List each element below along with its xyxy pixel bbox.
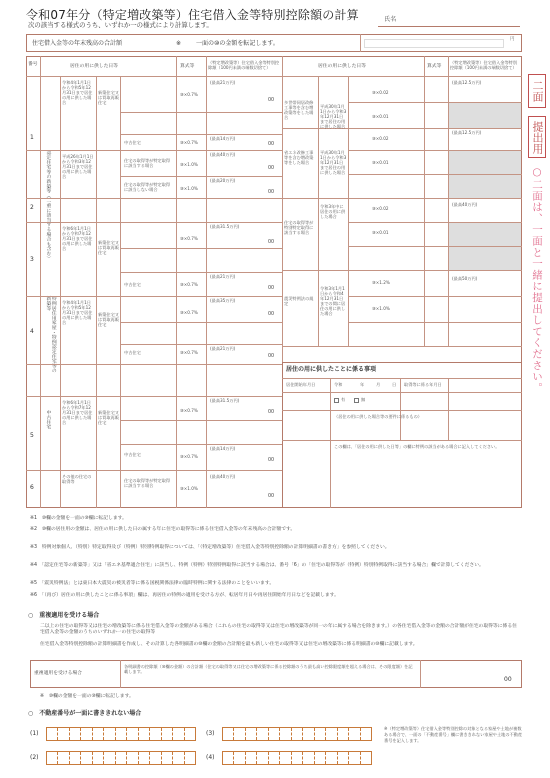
gray-cell (449, 103, 521, 128)
residence-year: 年 (360, 382, 365, 387)
row-5a-kind: 新築住宅又は買取再販住宅 (98, 410, 119, 425)
row-5-num: 5 (30, 432, 34, 439)
row-2a-kind: 住宅の取得等が特定取得に該当する場合 (124, 158, 171, 168)
right-section-2-sub: 平成30年1月1日から令和3年12月31日まで居住の用に供した場合 (320, 150, 347, 175)
right-section-4-label: 震災特例法の規定 (284, 296, 314, 306)
right-section-1-label: 多世帯同居改修工事等を含む増改築等をした場合 (284, 100, 314, 120)
residence-era: 令和 (334, 382, 343, 387)
row-3a-zero: 00 (268, 240, 275, 245)
row-3a-kind: 新築住宅又は買取再販住宅 (98, 240, 119, 255)
right-section-4-formula-1: ⑩×1.2% (372, 280, 390, 285)
row-4a-limit: (最高35万円) (210, 298, 236, 303)
balance-note: 一面の⑩の金額を転記します。 (196, 40, 279, 47)
row-1-num: 1 (30, 134, 34, 141)
row-5b-limit: (最高14万円) (210, 446, 236, 451)
row-2a-formula: ⑩×1.0% (180, 162, 198, 167)
right-section-4-formula-2: ⑩×1.0% (372, 306, 390, 311)
row-1a-limit: (最高21万円) (210, 80, 236, 85)
section-a-title: ○ 重複適用を受ける場合 (28, 612, 100, 619)
residence-checkbox[interactable] (334, 398, 339, 403)
balance-mark: ※ (176, 40, 182, 47)
duplicate-row-label: 重複適用を受ける場合 (34, 671, 82, 676)
row-5-desc: 令和6年1月1日から令和7年12月31日まで居住の用に供した場合 (62, 400, 93, 425)
realestate-label-4: (4) (206, 754, 215, 761)
realestate-number-2[interactable] (46, 751, 196, 765)
row-5a-limit: (最高31.5万円) (210, 398, 240, 403)
section-b-note: ※（特定増改築等）住宅借入金等特別控除の対象となる家屋や土地が複数ある場合で、一面の「不動産番号」欄に書ききれない家屋や土地の不動産番号を記入します。 (384, 726, 523, 743)
duplicate-row-value: 00 (504, 676, 512, 683)
row-1b-zero: 00 (268, 142, 275, 147)
realestate-number-1[interactable] (46, 727, 196, 741)
row-4b-formula: ⑩×0.7% (180, 350, 198, 355)
realestate-label-2: (2) (30, 754, 39, 761)
row-3b-zero: 00 (268, 286, 275, 291)
gray-cell (449, 247, 521, 270)
footnote-2: ※2 ⑩欄の居住用の金額は、居住の用に供した日の属する年に住宅の取得等に係る住宅借入金等の年末残高の合計額です。 (30, 527, 296, 532)
footnote-3: ※3 特例対象個人、（特別）特定取得及び（特例）特別特例取得については、「（特定増改築等）住宅借入金等特別控除額の計算明細書の書き方」を参照してください。 (30, 545, 390, 550)
gray-cell (449, 223, 521, 246)
row-4-num: 4 (30, 328, 34, 335)
balance-label: 住宅借入金等の年末残高の合計額 (32, 40, 123, 47)
row-2a-zero: 00 (268, 166, 275, 171)
row-2-desc: 平成26年1月1日から令和3年12月31日まで居住の用に供した場合 (62, 154, 94, 179)
row-4-desc: 令和4年1月1日から令和5年12月31日まで居住の用に供した場合 (62, 300, 93, 325)
name-field[interactable] (378, 11, 520, 27)
row-6-kind: 住宅の取得等が特定取得に該当する場合 (124, 478, 171, 488)
row-6-limit: (最高40万円) (210, 474, 236, 479)
row-2b-kind: 住宅の取得等が特定取得に該当しない場合 (124, 182, 171, 192)
right-section-1-formula-2: ⑩×0.01 (372, 114, 389, 119)
right-section-3-limit: (最高40万円) (452, 202, 478, 207)
row-5a-formula: ⑩×0.7% (180, 408, 198, 413)
residence-acquire-label: 取得等に係る年月日 (404, 382, 442, 387)
residence-checkbox[interactable] (354, 398, 359, 403)
row-2b-zero: 00 (268, 190, 275, 195)
residence-note-2: この欄は、「居住の用に供した日等」の欄に特例の該当がある場合に記入してください。 (334, 444, 500, 449)
gray-cell (449, 151, 521, 174)
realestate-label-1: (1) (30, 730, 39, 737)
duplicate-row-note: ※ ⑩欄の金額を一面の⑩欄に転記します。 (40, 694, 134, 699)
row-3-desc: 令和6年1月1日から令和7年12月31日まで居住の用に供した場合 (62, 226, 93, 251)
row-1a-zero: 00 (268, 98, 275, 103)
col-result-header-right: （特定増改築等）住宅借入金等特別控除額（100円未満の端数切捨て） (450, 60, 518, 70)
row-5b-kind: 中古住宅 (124, 452, 141, 457)
page-subtitle: 次の該当する様式のうち、いずれか一の様式により計算します。 (28, 21, 213, 29)
col-result-header: （特定増改築等）住宅借入金等特別控除額（100円未満の端数切捨て） (208, 60, 280, 70)
row-5b-zero: 00 (268, 458, 275, 463)
right-section-4-limit: (最高50万円) (452, 276, 478, 281)
left-category-2: 特例居住用家屋・特例認定住宅等の新築等 (45, 296, 56, 373)
section-a-text-1: 二以上の住宅の取得等又は住宅の増改築等に係る住宅借入金等の金額がある場合（これらの住宅の取得等又は住宅の増改築等が同一の年に属する場合を除きます。）の各住宅借入金等の金額の合計額が住宅の取得等に係る住宅借入金等の金額のうちのいずれか一の住宅の取得等 (40, 624, 517, 635)
footnote-4: ※4 「認定住宅等の新築等」又は「省エネ基準適合住宅」に該当し、特例（特例）特別特例取得に該当する場合は、番号「6」の「住宅の取得等が（特例）特別特例取得に該当する場合」欄で計算してください。 (30, 563, 484, 568)
row-1b-kind: 中古住宅 (124, 140, 141, 145)
row-3b-kind: 中古住宅 (124, 282, 141, 287)
row-4a-zero: 00 (268, 312, 275, 317)
row-3a-limit: (最高31.5万円) (210, 224, 240, 229)
gray-cell (449, 175, 521, 198)
row-4a-kind: 新築住宅又は買取再販住宅 (98, 312, 119, 327)
residence-note-1: （居住の用に供した場合等の要件に係るもの） (334, 414, 422, 419)
row-6-formula: ⑩×1.0% (180, 486, 198, 491)
right-section-2-label: 省エネ改修工事等を含む増改築等をした場合 (284, 150, 314, 165)
col-date-header: 居住の用に供した日等 (70, 64, 118, 69)
right-section-3-label: 住宅の取得等が特別特定取得に該当する場合 (284, 220, 314, 235)
right-section-4-sub: 令和3年1月1日から令和4年12月31日までの間に居住の用に供した場合 (320, 286, 346, 316)
row-2a-limit: (最高40万円) (210, 152, 236, 157)
row-1b-formula: ⑩×0.7% (180, 140, 198, 145)
realestate-number-3[interactable] (222, 727, 372, 741)
row-3b-limit: (最高21万円) (210, 274, 236, 279)
row-4b-limit: (最高21万円) (210, 346, 236, 351)
row-2b-formula: ⑩×1.0% (180, 186, 198, 191)
right-section-2-formula-1: ⑩×0.02 (372, 136, 389, 141)
name-label: 氏名 (384, 16, 397, 23)
row-4b-zero: 00 (268, 354, 275, 359)
right-section-1-sub: 平成30年1月1日から令和3年12月31日まで居住の用に供した場合 (320, 104, 347, 129)
row-1-desc: 令和4年1月1日から令和5年12月31日まで居住の用に供した場合 (62, 80, 93, 105)
page-title: 令和07年分（特定増改築等）住宅借入金等特別控除額の計算 (26, 8, 359, 22)
side-tab-teishutsu: 提出用 (528, 116, 546, 158)
row-4b-kind: 中古住宅 (124, 350, 141, 355)
row-1b-limit: (最高14万円) (210, 136, 236, 141)
col-date-header-right: 居住の用に供した日等 (318, 64, 366, 69)
footnote-5: ※5 「震災特例法」とは東日本大震災の被災者等に係る国税関係法律の臨時特例に関する法律のことをいいます。 (30, 581, 275, 586)
col-num-header: 番号 (28, 62, 38, 67)
duplicate-row-desc: 各明細書の控除額（⑩欄の金額）の合計額（住宅の取得等又は住宅の増改築等に係る控除額のうち最も高い控除限度額を超える場合は、その限度額）を記載します。 (124, 664, 413, 674)
right-section-3-formula-2: ⑩×0.01 (372, 230, 389, 235)
row-3a-formula: ⑩×0.7% (180, 236, 198, 241)
residence-date-label: 居住開始年月日 (286, 382, 316, 387)
row-5b-formula: ⑩×0.7% (180, 454, 198, 459)
row-2b-limit: (最高20万円) (210, 178, 236, 183)
realestate-number-4[interactable] (222, 751, 372, 765)
side-note: ○二面は、一面と一緒に提出してください。 (531, 166, 543, 394)
residence-day: 日 (392, 382, 397, 387)
section-b-title: ○ 不動産番号が一面に書ききれない場合 (28, 710, 142, 717)
row-1a-formula: ⑩×0.7% (180, 92, 198, 97)
right-section-2-limit: (最高12.5万円) (452, 130, 482, 135)
right-section-3-sub: 令和3年中に居住の用に供した場合 (320, 204, 346, 219)
balance-yen: 円 (510, 37, 515, 42)
side-tab-2men: 二面 (528, 74, 546, 108)
row-6-zero: 00 (268, 494, 275, 499)
residence-option-2: 無 (361, 397, 366, 402)
residence-option-1: 有 (341, 397, 346, 402)
right-section-1-formula-1: ⑩×0.02 (372, 90, 389, 95)
balance-value-field[interactable] (364, 39, 504, 48)
residence-block (282, 362, 522, 508)
residence-month: 月 (376, 382, 381, 387)
row-6-desc: その他の住宅の取得等 (62, 474, 92, 484)
col-formula-header-right: 算式等 (427, 64, 442, 69)
row-1a-kind: 新築住宅又は買取再販住宅 (98, 90, 119, 105)
right-section-1-limit: (最高12.5万円) (452, 80, 482, 85)
right-section-3-formula-1: ⑩×0.02 (372, 206, 389, 211)
col-formula-header: 算式等 (180, 64, 195, 69)
row-2-num: 2 (30, 204, 34, 211)
realestate-label-3: (3) (206, 730, 215, 737)
row-3b-formula: ⑩×0.7% (180, 282, 198, 287)
left-category-3: 中古住宅 (45, 410, 51, 430)
row-6-num: 6 (30, 484, 34, 491)
right-section-2-formula-2: ⑩×0.01 (372, 160, 389, 165)
footnote-6: ※6 「（再び）居住の用に供したことに係る事項」欄は、再居住の特例の適用を受ける方が、転居年月日や再居住開始年月日などを記載します。 (30, 593, 339, 598)
residence-title: 居住の用に供したことに係る事項 (286, 366, 377, 373)
row-4a-formula: ⑩×0.7% (180, 310, 198, 315)
footnote-1: ※1 ⑩欄の金額を一面の⑩欄に転記します。 (30, 516, 127, 521)
section-a-text-2: 住宅借入金等特別控除額の計算明細書を作成し、その計算した各明細書の⑩欄の金額の合計額を最も新しい住宅の取得等又は住宅の増改築等に係る明細書の⑩欄に記載します。 (40, 642, 418, 647)
row-5a-zero: 00 (268, 410, 275, 415)
row-3-num: 3 (30, 256, 34, 263)
left-category-1: 認定住宅等の新築等（二重に該当する場合も含む） (45, 150, 51, 261)
